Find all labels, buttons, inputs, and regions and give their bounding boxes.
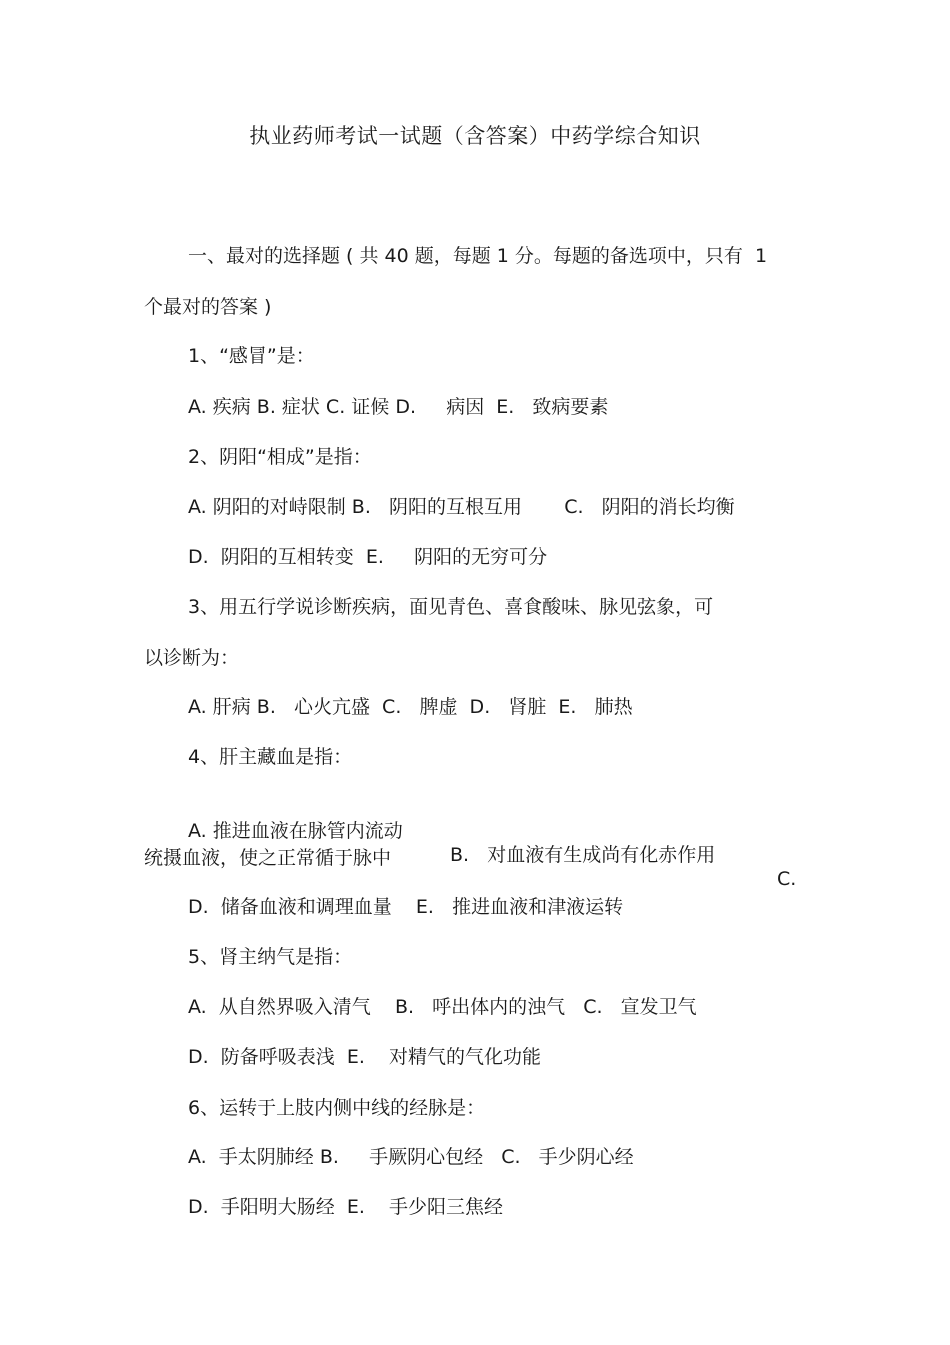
question-6-stem: 6、运转于上肢内侧中线的经脉是： (188, 1097, 486, 1119)
question-3-stem-line-1: 3、用五行学说诊断疾病，面见青色、喜食酸味、脉见弦象，可 (188, 596, 714, 618)
question-4-options-line-2: 统摄血液，使之正常循于脉中 (144, 847, 392, 869)
section-header-line-2: 个最对的答案 ) (144, 296, 272, 318)
section-header-line-1: 一、最对的选择题 ( 共 40 题，每题 1 分。每题的备选项中，只有 1 (188, 245, 768, 267)
question-5-options-line-1: A. 从自然界吸入清气 B. 呼出体内的浊气 C. 宣发卫气 (188, 996, 697, 1018)
document-title: 执业药师考试一试题（含答案）中药学综合知识 (249, 124, 701, 148)
question-4-option-a: A. 推进血液在脉管内流动 (188, 820, 403, 842)
question-6-options-line-2: D. 手阳明大肠经 E. 手少阳三焦经 (188, 1196, 504, 1218)
question-1-stem: 1、“感冒”是： (188, 345, 315, 367)
question-1-options: A. 疾病 B. 症状 C. 证候 D. 病因 E. 致病要素 (188, 396, 609, 418)
question-6-options-line-1: A. 手太阴肺经 B. 手厥阴心包经 C. 手少阴心经 (188, 1146, 634, 1168)
question-2-stem: 2、阴阳“相成”是指： (188, 446, 372, 468)
question-5-stem: 5、肾主纳气是指： (188, 946, 353, 968)
question-4-stem: 4、肝主藏血是指： (188, 746, 353, 768)
question-4-options-line-3: D. 储备血液和调理血量 E. 推进血液和津液运转 (188, 896, 624, 918)
question-5-options-line-2: D. 防备呼吸表浅 E. 对精气的气化功能 (188, 1046, 542, 1068)
question-2-options-line-2: D. 阴阳的互相转变 E. 阴阳的无穷可分 (188, 546, 548, 568)
question-4-option-c-label: C. (777, 868, 797, 890)
question-3-options: A. 肝病 B. 心火亢盛 C. 脾虚 D. 肾脏 E. 肺热 (188, 696, 633, 718)
question-2-options-line-1: A. 阴阳的对峙限制 B. 阴阳的互根互用 C. 阴阳的消长均衡 (188, 496, 735, 518)
question-3-stem-line-2: 以诊断为： (144, 647, 240, 669)
question-4-option-b: B. 对血液有生成尚有化赤作用 (450, 844, 716, 866)
